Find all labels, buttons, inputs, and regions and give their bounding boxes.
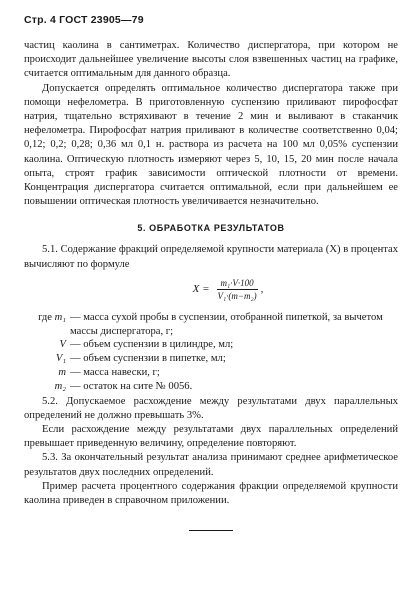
paragraph-nephelometer: Допускается определять оптимальное количество диспергатора также при помощи нефелометра. В приготовленную суспензию приливают пирофосфат натрия, тщательно встряхивают в течение 2 мин и выливают в стаканчик нефелометра. Пирофосфат натрия приливают в количестве соответственно 0,04; 0,12; 0,2; 0,28; 0,36 мл 0,1 н. раствора из расчета на 100 мл 0,05% суспензии каолина. Оптическую плотность измеряют через 5, 10, 15, 20 мин после начала опыта, строят график зависимости оптической плотности от времени. Концентрация диспергатора считается оптимальной, если при дальнейшем ее повышении оптическая плотность увеличивается незначительно. <box>24 82 398 208</box>
definition-text: — объем суспензии в цилиндре, мл; <box>70 339 234 351</box>
definition-symbol: m <box>58 367 66 379</box>
definition-text: — объем суспензии в пипетке, мл; <box>70 353 226 365</box>
definition-row <box>24 366 398 380</box>
paragraph-5-3: 5.3. За окончательный результат анализа принимают среднее арифметическое результатов двух последних определений. <box>24 452 398 478</box>
paragraph-example: Пример расчета процентного содержания фракции определяемой крупности каолина приведен в справочном приложении. <box>24 480 398 507</box>
definition-row <box>24 311 398 339</box>
formula-denominator: V₁·(m−m₂) <box>217 290 257 301</box>
definitions-list <box>24 311 398 394</box>
formula <box>58 278 398 301</box>
formula-lhs: X = <box>192 283 210 296</box>
definition-text: — масса навески, г; <box>70 367 160 379</box>
definition-row <box>24 352 398 366</box>
section-title: 5. ОБРАБОТКА РЕЗУЛЬТАТОВ <box>137 223 285 234</box>
paragraph-continuation: частиц каолина в сантиметрах. Количество диспергатора, при котором не происходит дальнейшее увеличение высоты слоя взвешенных частиц на графике, считается оптимальным для данного образца. <box>24 40 398 80</box>
definition-symbol: V <box>59 339 66 351</box>
formula-fraction <box>214 278 261 301</box>
end-divider <box>189 530 233 531</box>
paragraph-5-2: 5.2. Допускаемое расхождение между результатами двух параллельных определений не должно превышать 3%. <box>24 395 398 421</box>
definition-text: — масса сухой пробы в суспензии, отобранной пипеткой, за вычетом массы диспергатора, г; <box>70 311 383 337</box>
definition-symbol: V₁ <box>55 353 66 365</box>
formula-tail: , <box>260 283 264 296</box>
definition-text: — остаток на сите № 0056. <box>70 380 193 392</box>
definition-symbol: m₁ <box>54 311 66 323</box>
definition-symbol: m₂ <box>54 380 66 392</box>
definition-prefix: где <box>38 311 52 323</box>
paragraph-5-2-repeat: Если расхождение между результатами двух параллельных определений превышает приведенную величину, определение повторяют. <box>24 424 398 450</box>
paragraph-5-1: 5.1. Содержание фракций определяемой крупности материала (X) в процентах вычисляют по формуле <box>24 244 398 270</box>
formula-numerator: m₁·V·100 <box>217 278 258 290</box>
definition-row <box>24 380 398 394</box>
definition-row <box>24 338 398 352</box>
page-header: Стр. 4 ГОСТ 23905—79 <box>24 14 144 26</box>
